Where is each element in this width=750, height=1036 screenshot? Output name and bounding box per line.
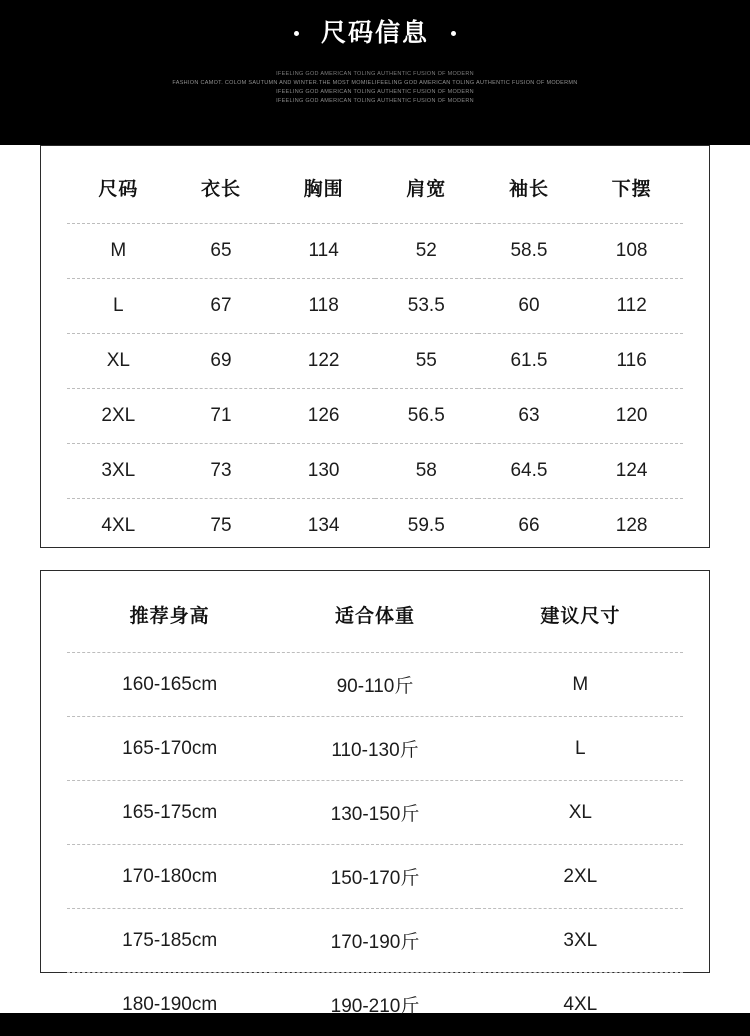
size-table-card (40, 145, 710, 548)
table-cell: 190-210斤 (272, 973, 477, 1036)
table-cell: 170-190斤 (272, 909, 477, 973)
table-cell: 56.5 (375, 389, 478, 444)
table-cell: 4XL (67, 499, 170, 554)
recommendation-table-header-row (67, 571, 683, 653)
table-cell: 52 (375, 224, 478, 279)
table-cell: 59.5 (375, 499, 478, 554)
table-cell: L (478, 717, 683, 781)
table-cell: 110-130斤 (272, 717, 477, 781)
size-table-header-cell: 肩宽 (375, 146, 478, 224)
table-cell: 65 (170, 224, 273, 279)
microtext-line-2: FASHION CAMOT. COLOM SAUTUMN AND WINTER.THE MOST MOMIELIFEELING GOD AMERICAN TOLING AUTHENTIC FUSION OF MODERMN (0, 79, 750, 88)
table-cell: 112 (580, 279, 683, 334)
table-cell: 58 (375, 444, 478, 499)
table-cell: 180-190cm (67, 973, 272, 1036)
size-table (67, 146, 683, 553)
table-cell: 3XL (478, 909, 683, 973)
size-table-header-cell: 袖长 (478, 146, 581, 224)
table-cell: 108 (580, 224, 683, 279)
table-cell: 67 (170, 279, 273, 334)
table-cell: XL (67, 334, 170, 389)
table-cell: 64.5 (478, 444, 581, 499)
table-cell: 126 (272, 389, 375, 444)
table-cell: 63 (478, 389, 581, 444)
table-cell: M (67, 224, 170, 279)
table-cell: L (67, 279, 170, 334)
table-cell: 3XL (67, 444, 170, 499)
table-cell: 128 (580, 499, 683, 554)
table-row (67, 444, 683, 499)
table-cell: 175-185cm (67, 909, 272, 973)
table-cell: 61.5 (478, 334, 581, 389)
table-cell: 90-110斤 (272, 653, 477, 717)
recommendation-table-header-cell: 适合体重 (272, 571, 477, 653)
table-cell: XL (478, 781, 683, 845)
size-table-header-row (67, 146, 683, 224)
table-cell: 130-150斤 (272, 781, 477, 845)
table-cell: 53.5 (375, 279, 478, 334)
table-cell: 69 (170, 334, 273, 389)
table-cell: 60 (478, 279, 581, 334)
recommendation-table-header-cell: 推荐身高 (67, 571, 272, 653)
table-cell: 118 (272, 279, 375, 334)
size-table-header-cell: 衣长 (170, 146, 273, 224)
table-cell: 124 (580, 444, 683, 499)
table-cell: 71 (170, 389, 273, 444)
table-cell: M (478, 653, 683, 717)
table-row (67, 389, 683, 444)
table-cell: 66 (478, 499, 581, 554)
table-row (67, 224, 683, 279)
page-header (0, 0, 750, 67)
table-row (67, 973, 683, 1036)
table-cell: 165-175cm (67, 781, 272, 845)
decorative-dot-left (294, 31, 299, 36)
table-cell: 114 (272, 224, 375, 279)
table-cell: 150-170斤 (272, 845, 477, 909)
recommendation-table (67, 571, 683, 1036)
microtext-line-4: IFEELING GOD AMERICAN TOLING AUTHENTIC FUSION OF MODERN (0, 97, 750, 106)
content-area (0, 145, 750, 1013)
table-row (67, 279, 683, 334)
table-cell: 73 (170, 444, 273, 499)
table-cell: 122 (272, 334, 375, 389)
table-cell: 2XL (478, 845, 683, 909)
table-cell: 134 (272, 499, 375, 554)
table-row (67, 499, 683, 554)
table-cell: 120 (580, 389, 683, 444)
table-cell: 2XL (67, 389, 170, 444)
page-title: 尺码信息 (321, 21, 429, 46)
decorative-dot-right (451, 31, 456, 36)
recommendation-table-card (40, 570, 710, 973)
size-table-header-cell: 尺码 (67, 146, 170, 224)
table-cell: 58.5 (478, 224, 581, 279)
table-cell: 116 (580, 334, 683, 389)
table-cell: 170-180cm (67, 845, 272, 909)
microtext-line-3: IFEELING GOD AMERICAN TOLING AUTHENTIC FUSION OF MODERN (0, 88, 750, 97)
size-table-header-cell: 胸围 (272, 146, 375, 224)
table-cell: 160-165cm (67, 653, 272, 717)
table-cell: 75 (170, 499, 273, 554)
table-cell: 165-170cm (67, 717, 272, 781)
recommendation-table-header-cell: 建议尺寸 (478, 571, 683, 653)
decorative-microtext (0, 67, 750, 115)
table-cell: 130 (272, 444, 375, 499)
table-row (67, 845, 683, 909)
table-row (67, 717, 683, 781)
table-row (67, 781, 683, 845)
table-cell: 55 (375, 334, 478, 389)
size-table-header-cell: 下摆 (580, 146, 683, 224)
table-row (67, 334, 683, 389)
table-cell: 4XL (478, 973, 683, 1036)
table-row (67, 909, 683, 973)
table-row (67, 653, 683, 717)
microtext-line-1: IFEELING GOD AMERICAN TOLING AUTHENTIC FUSION OF MODERN (0, 70, 750, 79)
